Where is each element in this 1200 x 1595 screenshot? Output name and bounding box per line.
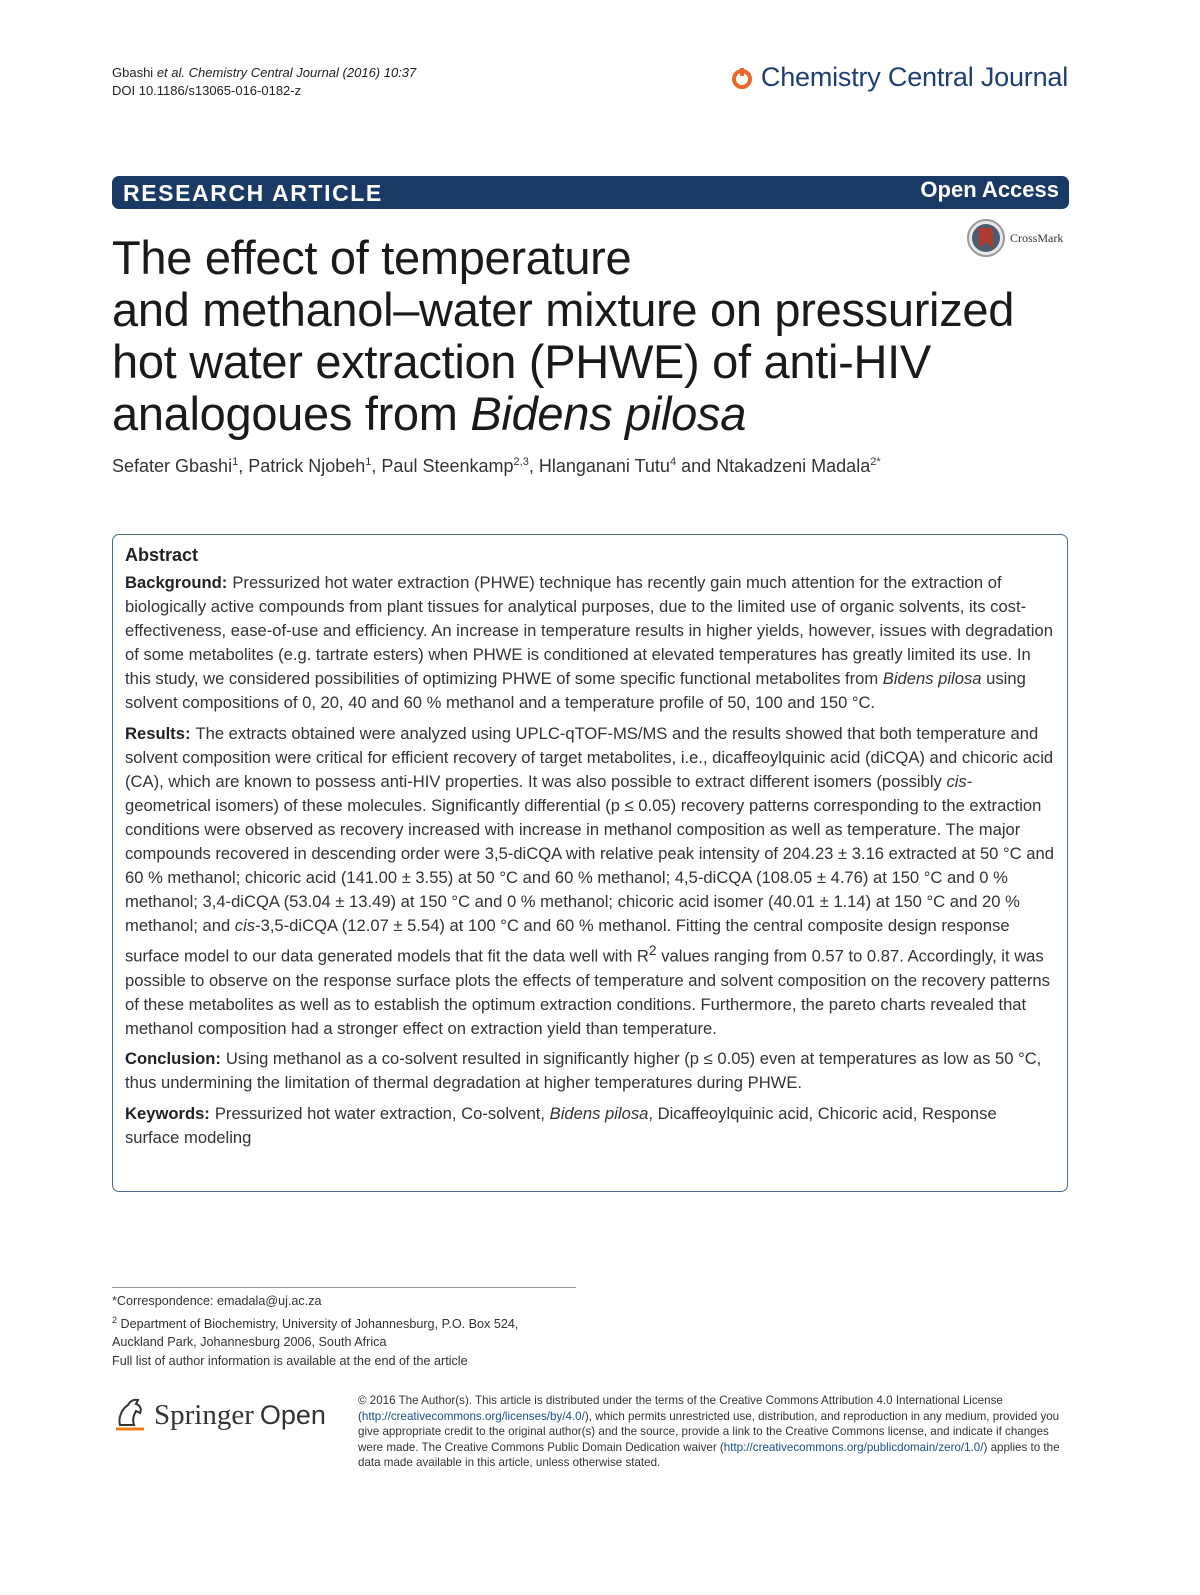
author-info-note: Full list of author information is available at the end of the article (112, 1353, 468, 1368)
footnote-rule (112, 1287, 576, 1288)
title-line-1: The effect of temperature (112, 231, 632, 284)
license-text: © 2016 The Author(s). This article is distributed under the terms of the Creative Commons Attribution 4.0 International License (http://creativecommons.org/licenses/by/4.0/), which permits unrestricted use, distribution, and reproduction in any medium, provided you give appropriate credit to the original author(s) and the source, provide a link to the Creative Commons license, and indicate if changes were made. The Creative Commons Public Domain Dedication waiver (http://creativecommons.org/publicdomain/zero/1.0/) applies to the data made available in this article, unless otherwise stated. (358, 1394, 1060, 1469)
citation-authors: Gbashi (112, 65, 154, 80)
title-line-3: hot water extraction (PHWE) of anti-HIV (112, 335, 931, 388)
author[interactable]: Hlanganani Tutu$^4$ (538, 456, 677, 476)
conclusion-label: Conclusion: (125, 1049, 221, 1069)
title-line-2: and methanol–water mixture on pressurized (112, 283, 1015, 336)
doi[interactable]: DOI 10.1186/s13065-016-0182-z (112, 83, 302, 98)
abstract-background: Background: Pressurized hot water extraction (PHWE) technique has recently gain much attention for the extraction of biologically active compounds from plant tissues for analytical purposes, due to the limited use of organic solvents, its cost-effectiveness, ease-of-use and efficiency. An increase in temperature results in higher yields, however, issues with degradation of some metabolites (e.g. tartrate esters) when PHWE is conditioned at elevated temperatures has greatly limited its use. In this study, we considered possibilities of optimizing PHWE of some specific functional metabolites from Bidens pilosa using solvent compositions of 0, 20, 40 and 60 % methanol and a temperature profile of 50, 100 and 150 °C. (125, 573, 1053, 713)
background-label: Background: (125, 573, 228, 592)
keywords-label: Keywords: (125, 1103, 210, 1123)
open-wordmark: Open (259, 1399, 326, 1430)
public-domain-link[interactable]: http://creativecommons.org/publicdomain/zero/1.0/ (723, 1440, 984, 1454)
author[interactable]: Patrick Njobeh$^1$ (248, 456, 372, 476)
abstract-box (112, 534, 1068, 1192)
title-line-4-italic: Bidens pilosa (470, 387, 747, 440)
journal-name: Chemistry Central Journal (760, 62, 1068, 92)
abstract-keywords: Keywords: Pressurized hot water extraction, Co-solvent, Bidens pilosa, Dicaffeoylquinic acid, Chicoric acid, Response surface modeling (125, 1103, 997, 1147)
author[interactable]: Paul Steenkamp$^{2,3}$ (381, 456, 529, 476)
footnotes (112, 1292, 518, 1370)
chemistry-central-logo-icon (731, 67, 753, 89)
open-access-label: Open Access (920, 177, 1059, 202)
abstract-results: Results: The extracts obtained were analyzed using UPLC-qTOF-MS/MS and the results showed that both temperature and solvent composition were critical for efficient recovery of target metabolites, i.e., dicaffeoylquinic acid (diCQA) and chicoric acid (CA), which are known to possess anti-HIV properties. It was also possible to extract different isomers (possibly cis-geometrical isomers) of these molecules. Significantly differential (p ≤ 0.05) recovery patterns corresponding to the extraction conditions were observed as recovery increased with increase in methanol composition as well as temperature. The major compounds recovered in descending order were 3,5-diCQA with relative peak intensity of 204.23 ± 3.16 extracted at 50 °C and 60 % methanol; chicoric acid (141.00 ± 3.55) at 50 °C and 60 % methanol; 4,5-diCQA (108.05 ± 4.76) at 150 °C and 0 % methanol; 3,4-diCQA (53.04 ± 13.49) at 150 °C and 0 % methanol; chicoric acid isomer (40.01 ± 1.14) at 150 °C and 20 % methanol; and cis-3,5-diCQA (12.07 ± 5.54) at 100 °C and 60 % methanol. Fitting the central composite design response surface model to our data generated models that fit the data well with $R^2$ values ranging from 0.57 to 0.87. Accordingly, it was possible to observe on the response surface plots the effects of temperature and solvent composition on the recovery patterns of these metabolites as well as to establish the optimum extraction conditions. Furthermore, the pareto charts revealed that methanol composition had a stronger effect on extraction yield than temperature. (125, 723, 1054, 1039)
abstract-heading: Abstract (125, 545, 199, 565)
springer-wordmark: Springer (154, 1398, 254, 1431)
affiliation: $^2$ Department of Biochemistry, University of Johannesburg, P.O. Box 524, (112, 1314, 519, 1331)
license-link[interactable]: http://creativecommons.org/licenses/by/4.0/ (361, 1409, 585, 1423)
crossmark-label: CrossMark (1010, 230, 1064, 245)
affiliation-cont: Auckland Park, Johannesburg 2006, South Africa (112, 1335, 387, 1350)
author[interactable]: Sefater Gbashi$^1$ (112, 456, 239, 476)
abstract-conclusion: Conclusion: Using methanol as a co-solvent resulted in significantly higher (p ≤ 0.05) even at temperatures as low as 50 °C, thus undermining the limitation of thermal degradation at higher temperatures during PHWE. (125, 1049, 1042, 1093)
citation-year-vol: (2016) 10:37 (342, 65, 417, 80)
citation-etal: et al. (156, 65, 186, 80)
article-type: RESEARCH ARTICLE (123, 180, 383, 206)
article-banner (112, 176, 1069, 209)
citation-line (112, 64, 416, 82)
journal-brand[interactable] (731, 62, 1068, 93)
citation-journal: Chemistry Central Journal (188, 65, 339, 80)
springer-open-logo[interactable] (112, 1395, 326, 1435)
results-label: Results: (125, 723, 191, 743)
correspondence[interactable]: *Correspondence: emadala@uj.ac.za (112, 1294, 322, 1308)
author[interactable]: Ntakadzeni Madala$^{2*}$ (716, 456, 881, 476)
citation-block (112, 64, 416, 100)
title-line-4-prefix: analogoues from (112, 387, 471, 440)
springer-horse-icon (112, 1395, 148, 1435)
author-list: Sefater Gbashi$^1$, Patrick Njobeh$^1$, Paul Steenkamp$^{2,3}$, Hlanganani Tutu$^4$ and Ntakadzeni Madala$^{2*}$ (112, 456, 881, 476)
article-title (112, 232, 1072, 440)
